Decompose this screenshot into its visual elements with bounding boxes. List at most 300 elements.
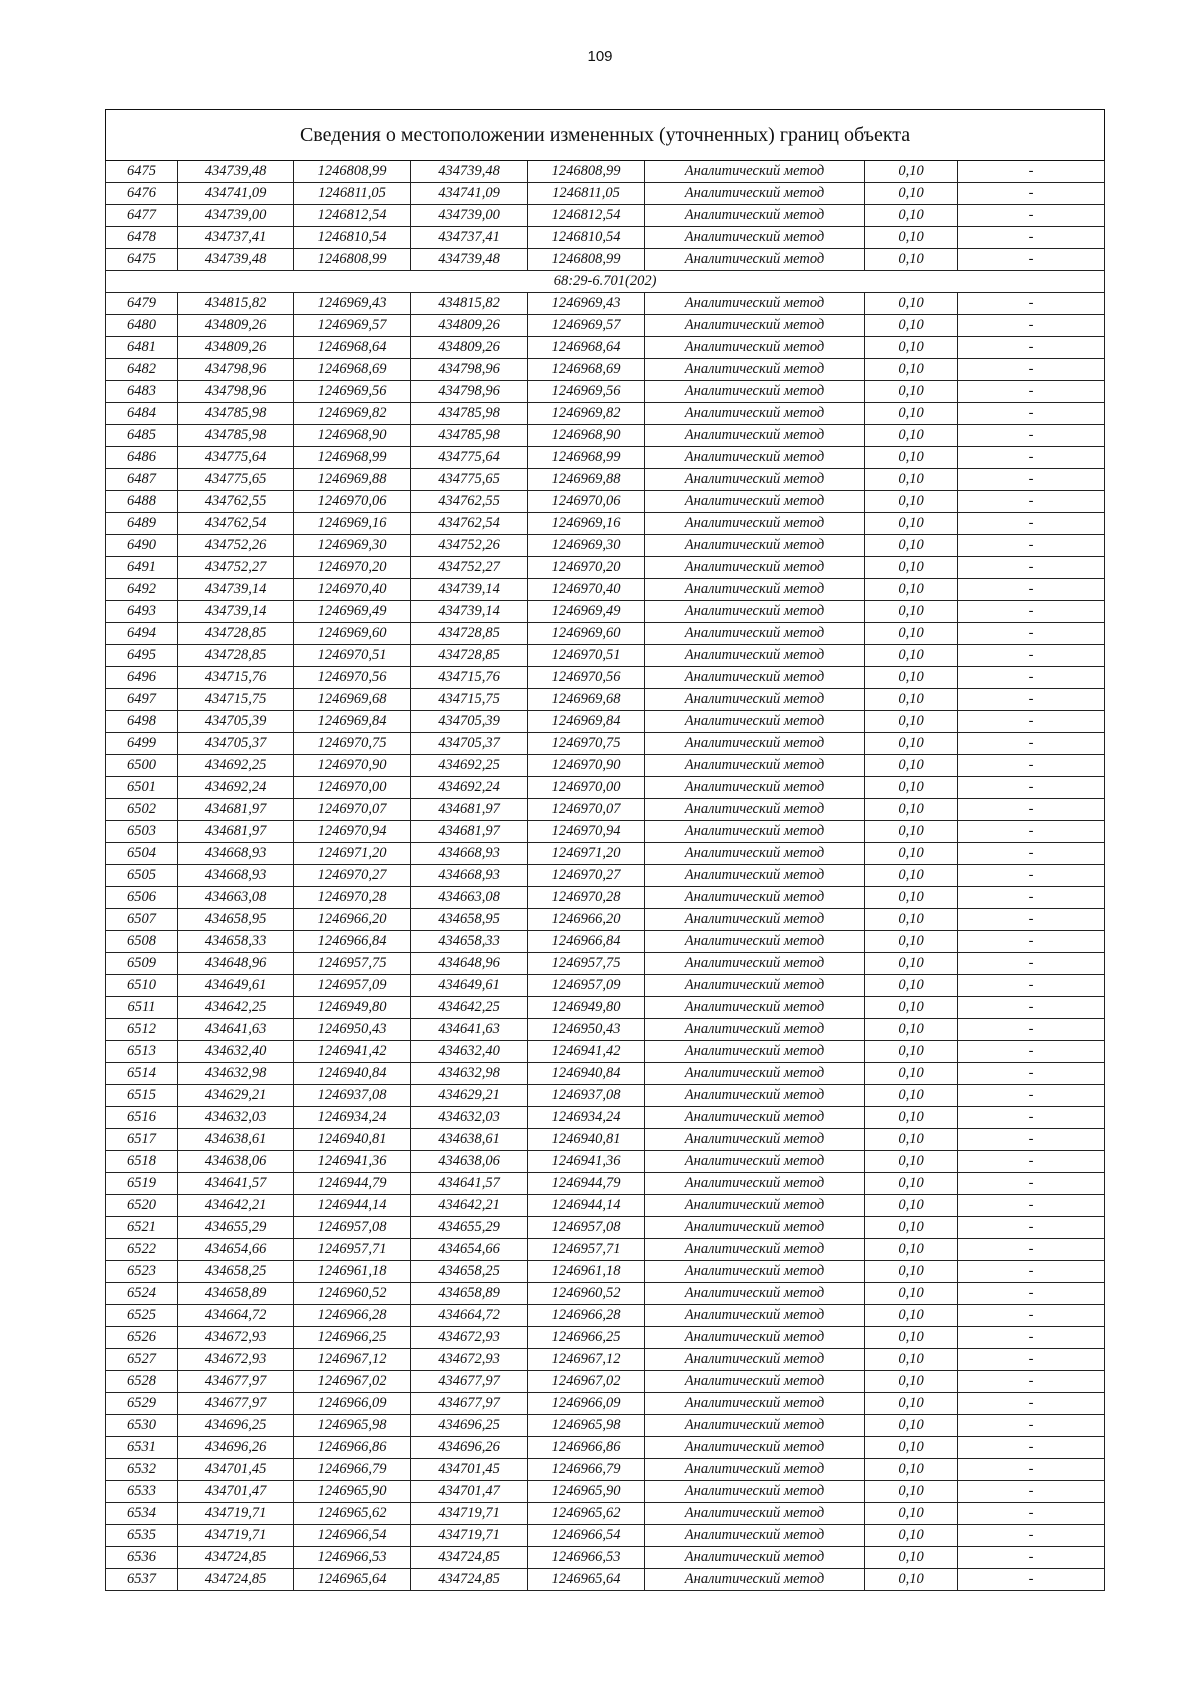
existing-y-cell: 1246944,79: [294, 1173, 411, 1195]
accuracy-cell: 0,10: [865, 1151, 958, 1173]
existing-x-cell: 434664,72: [178, 1305, 294, 1327]
accuracy-cell: 0,10: [865, 447, 958, 469]
table-row: [106, 1107, 1105, 1129]
accuracy-cell: 0,10: [865, 1415, 958, 1437]
new-y-cell: 1246941,36: [528, 1151, 645, 1173]
new-y-cell: 1246812,54: [528, 205, 645, 227]
new-x-cell: 434642,21: [411, 1195, 528, 1217]
description-cell: -: [958, 1327, 1105, 1349]
new-y-cell: 1246940,81: [528, 1129, 645, 1151]
new-y-cell: 1246966,25: [528, 1327, 645, 1349]
accuracy-cell: 0,10: [865, 1327, 958, 1349]
new-x-cell: 434815,82: [411, 293, 528, 315]
new-y-cell: 1246970,94: [528, 821, 645, 843]
accuracy-cell: 0,10: [865, 777, 958, 799]
point-number-cell: 6499: [106, 733, 178, 755]
accuracy-cell: 0,10: [865, 1569, 958, 1591]
new-y-cell: 1246971,20: [528, 843, 645, 865]
existing-y-cell: 1246968,90: [294, 425, 411, 447]
accuracy-cell: 0,10: [865, 1107, 958, 1129]
accuracy-cell: 0,10: [865, 161, 958, 183]
description-cell: -: [958, 1481, 1105, 1503]
existing-x-cell: 434632,98: [178, 1063, 294, 1085]
existing-x-cell: 434648,96: [178, 953, 294, 975]
point-number-cell: 6535: [106, 1525, 178, 1547]
point-number-cell: 6492: [106, 579, 178, 601]
existing-x-cell: 434775,65: [178, 469, 294, 491]
method-cell: Аналитический метод: [645, 733, 865, 755]
new-y-cell: 1246966,53: [528, 1547, 645, 1569]
table-row: [106, 887, 1105, 909]
method-cell: Аналитический метод: [645, 1393, 865, 1415]
existing-x-cell: 434677,97: [178, 1393, 294, 1415]
table-row: [106, 1547, 1105, 1569]
table-row: [106, 909, 1105, 931]
point-number-cell: 6494: [106, 623, 178, 645]
accuracy-cell: 0,10: [865, 557, 958, 579]
section-label: 68:29-6.701(202): [106, 271, 1105, 293]
accuracy-cell: 0,10: [865, 1503, 958, 1525]
existing-y-cell: 1246968,64: [294, 337, 411, 359]
new-x-cell: 434724,85: [411, 1569, 528, 1591]
table-row: [106, 711, 1105, 733]
description-cell: -: [958, 403, 1105, 425]
description-cell: -: [958, 1503, 1105, 1525]
new-x-cell: 434705,37: [411, 733, 528, 755]
table-row: [106, 689, 1105, 711]
section-row: [106, 271, 1105, 293]
existing-x-cell: 434692,24: [178, 777, 294, 799]
new-x-cell: 434677,97: [411, 1393, 528, 1415]
existing-x-cell: 434719,71: [178, 1525, 294, 1547]
method-cell: Аналитический метод: [645, 623, 865, 645]
accuracy-cell: 0,10: [865, 711, 958, 733]
table-row: [106, 1041, 1105, 1063]
table-row: [106, 1415, 1105, 1437]
description-cell: -: [958, 359, 1105, 381]
existing-y-cell: 1246966,25: [294, 1327, 411, 1349]
point-number-cell: 6509: [106, 953, 178, 975]
new-x-cell: 434752,26: [411, 535, 528, 557]
point-number-cell: 6532: [106, 1459, 178, 1481]
method-cell: Аналитический метод: [645, 1327, 865, 1349]
existing-y-cell: 1246970,06: [294, 491, 411, 513]
point-number-cell: 6487: [106, 469, 178, 491]
existing-x-cell: 434642,21: [178, 1195, 294, 1217]
table-row: [106, 1569, 1105, 1591]
new-y-cell: 1246970,27: [528, 865, 645, 887]
existing-y-cell: 1246969,88: [294, 469, 411, 491]
existing-x-cell: 434638,06: [178, 1151, 294, 1173]
description-cell: -: [958, 953, 1105, 975]
accuracy-cell: 0,10: [865, 403, 958, 425]
method-cell: Аналитический метод: [645, 1525, 865, 1547]
new-x-cell: 434668,93: [411, 843, 528, 865]
point-number-cell: 6506: [106, 887, 178, 909]
new-x-cell: 434705,39: [411, 711, 528, 733]
new-y-cell: 1246965,90: [528, 1481, 645, 1503]
description-cell: -: [958, 1305, 1105, 1327]
point-number-cell: 6518: [106, 1151, 178, 1173]
table-row: [106, 1019, 1105, 1041]
accuracy-cell: 0,10: [865, 315, 958, 337]
description-cell: -: [958, 1195, 1105, 1217]
description-cell: -: [958, 821, 1105, 843]
existing-x-cell: 434677,97: [178, 1371, 294, 1393]
description-cell: -: [958, 1063, 1105, 1085]
new-y-cell: 1246970,28: [528, 887, 645, 909]
new-x-cell: 434696,25: [411, 1415, 528, 1437]
new-x-cell: 434655,29: [411, 1217, 528, 1239]
method-cell: Аналитический метод: [645, 205, 865, 227]
accuracy-cell: 0,10: [865, 1261, 958, 1283]
point-number-cell: 6488: [106, 491, 178, 513]
table-row: [106, 1085, 1105, 1107]
accuracy-cell: 0,10: [865, 821, 958, 843]
method-cell: Аналитический метод: [645, 1195, 865, 1217]
method-cell: Аналитический метод: [645, 1437, 865, 1459]
new-y-cell: 1246970,75: [528, 733, 645, 755]
existing-x-cell: 434696,25: [178, 1415, 294, 1437]
method-cell: Аналитический метод: [645, 601, 865, 623]
table-row: [106, 293, 1105, 315]
table-row: [106, 755, 1105, 777]
new-y-cell: 1246940,84: [528, 1063, 645, 1085]
table-row: [106, 205, 1105, 227]
existing-x-cell: 434719,71: [178, 1503, 294, 1525]
accuracy-cell: 0,10: [865, 205, 958, 227]
new-x-cell: 434681,97: [411, 799, 528, 821]
method-cell: Аналитический метод: [645, 557, 865, 579]
new-x-cell: 434715,75: [411, 689, 528, 711]
existing-y-cell: 1246969,84: [294, 711, 411, 733]
description-cell: -: [958, 645, 1105, 667]
new-x-cell: 434677,97: [411, 1371, 528, 1393]
existing-y-cell: 1246970,28: [294, 887, 411, 909]
existing-x-cell: 434632,40: [178, 1041, 294, 1063]
new-y-cell: 1246969,68: [528, 689, 645, 711]
new-y-cell: 1246969,56: [528, 381, 645, 403]
table-row: [106, 425, 1105, 447]
existing-y-cell: 1246970,27: [294, 865, 411, 887]
table-title: Сведения о местоположении измененных (уточненных) границ объекта: [106, 110, 1105, 161]
point-number-cell: 6520: [106, 1195, 178, 1217]
new-y-cell: 1246960,52: [528, 1283, 645, 1305]
point-number-cell: 6525: [106, 1305, 178, 1327]
table-row: [106, 579, 1105, 601]
new-y-cell: 1246966,84: [528, 931, 645, 953]
table-row: [106, 359, 1105, 381]
new-x-cell: 434715,76: [411, 667, 528, 689]
table-row: [106, 337, 1105, 359]
new-x-cell: 434775,65: [411, 469, 528, 491]
point-number-cell: 6512: [106, 1019, 178, 1041]
accuracy-cell: 0,10: [865, 535, 958, 557]
point-number-cell: 6481: [106, 337, 178, 359]
existing-x-cell: 434701,45: [178, 1459, 294, 1481]
description-cell: -: [958, 1569, 1105, 1591]
new-x-cell: 434739,48: [411, 249, 528, 271]
existing-y-cell: 1246965,98: [294, 1415, 411, 1437]
description-cell: -: [958, 1371, 1105, 1393]
existing-y-cell: 1246811,05: [294, 183, 411, 205]
accuracy-cell: 0,10: [865, 689, 958, 711]
existing-x-cell: 434681,97: [178, 821, 294, 843]
method-cell: Аналитический метод: [645, 755, 865, 777]
method-cell: Аналитический метод: [645, 975, 865, 997]
new-x-cell: 434728,85: [411, 623, 528, 645]
table-row: [106, 601, 1105, 623]
table-row: [106, 733, 1105, 755]
point-number-cell: 6478: [106, 227, 178, 249]
accuracy-cell: 0,10: [865, 865, 958, 887]
table-row: [106, 1503, 1105, 1525]
description-cell: -: [958, 315, 1105, 337]
method-cell: Аналитический метод: [645, 535, 865, 557]
new-x-cell: 434728,85: [411, 645, 528, 667]
point-number-cell: 6507: [106, 909, 178, 931]
point-number-cell: 6490: [106, 535, 178, 557]
existing-y-cell: 1246960,52: [294, 1283, 411, 1305]
new-x-cell: 434739,48: [411, 161, 528, 183]
new-x-cell: 434719,71: [411, 1525, 528, 1547]
accuracy-cell: 0,10: [865, 293, 958, 315]
method-cell: Аналитический метод: [645, 403, 865, 425]
accuracy-cell: 0,10: [865, 513, 958, 535]
table-row: [106, 535, 1105, 557]
table-row: [106, 183, 1105, 205]
method-cell: Аналитический метод: [645, 1217, 865, 1239]
method-cell: Аналитический метод: [645, 909, 865, 931]
new-y-cell: 1246808,99: [528, 161, 645, 183]
new-x-cell: 434681,97: [411, 821, 528, 843]
new-x-cell: 434785,98: [411, 403, 528, 425]
accuracy-cell: 0,10: [865, 799, 958, 821]
point-number-cell: 6522: [106, 1239, 178, 1261]
title-row: [106, 110, 1105, 161]
new-x-cell: 434809,26: [411, 315, 528, 337]
new-y-cell: 1246969,82: [528, 403, 645, 425]
table-row: [106, 931, 1105, 953]
existing-y-cell: 1246934,24: [294, 1107, 411, 1129]
existing-x-cell: 434638,61: [178, 1129, 294, 1151]
existing-y-cell: 1246966,20: [294, 909, 411, 931]
existing-y-cell: 1246957,71: [294, 1239, 411, 1261]
point-number-cell: 6493: [106, 601, 178, 623]
point-number-cell: 6498: [106, 711, 178, 733]
new-y-cell: 1246969,60: [528, 623, 645, 645]
existing-x-cell: 434739,14: [178, 601, 294, 623]
existing-x-cell: 434705,37: [178, 733, 294, 755]
table-row: [106, 381, 1105, 403]
description-cell: -: [958, 161, 1105, 183]
description-cell: -: [958, 469, 1105, 491]
table-row: [106, 1063, 1105, 1085]
new-x-cell: 434629,21: [411, 1085, 528, 1107]
new-y-cell: 1246966,28: [528, 1305, 645, 1327]
existing-x-cell: 434649,61: [178, 975, 294, 997]
existing-x-cell: 434658,89: [178, 1283, 294, 1305]
existing-y-cell: 1246968,99: [294, 447, 411, 469]
accuracy-cell: 0,10: [865, 1393, 958, 1415]
accuracy-cell: 0,10: [865, 227, 958, 249]
new-y-cell: 1246965,98: [528, 1415, 645, 1437]
new-x-cell: 434658,25: [411, 1261, 528, 1283]
point-number-cell: 6531: [106, 1437, 178, 1459]
description-cell: -: [958, 689, 1105, 711]
existing-y-cell: 1246969,82: [294, 403, 411, 425]
method-cell: Аналитический метод: [645, 293, 865, 315]
existing-y-cell: 1246968,69: [294, 359, 411, 381]
point-number-cell: 6479: [106, 293, 178, 315]
method-cell: Аналитический метод: [645, 1041, 865, 1063]
method-cell: Аналитический метод: [645, 315, 865, 337]
description-cell: -: [958, 513, 1105, 535]
new-x-cell: 434701,47: [411, 1481, 528, 1503]
new-x-cell: 434724,85: [411, 1547, 528, 1569]
new-x-cell: 434785,98: [411, 425, 528, 447]
method-cell: Аналитический метод: [645, 1481, 865, 1503]
existing-x-cell: 434658,25: [178, 1261, 294, 1283]
existing-y-cell: 1246961,18: [294, 1261, 411, 1283]
description-cell: -: [958, 799, 1105, 821]
accuracy-cell: 0,10: [865, 975, 958, 997]
point-number-cell: 6528: [106, 1371, 178, 1393]
point-number-cell: 6484: [106, 403, 178, 425]
table-body: [106, 110, 1105, 1591]
accuracy-cell: 0,10: [865, 359, 958, 381]
method-cell: Аналитический метод: [645, 1415, 865, 1437]
accuracy-cell: 0,10: [865, 425, 958, 447]
point-number-cell: 6502: [106, 799, 178, 821]
existing-y-cell: 1246966,54: [294, 1525, 411, 1547]
existing-x-cell: 434655,29: [178, 1217, 294, 1239]
existing-y-cell: 1246969,16: [294, 513, 411, 535]
existing-y-cell: 1246971,20: [294, 843, 411, 865]
existing-x-cell: 434798,96: [178, 381, 294, 403]
accuracy-cell: 0,10: [865, 909, 958, 931]
table-row: [106, 469, 1105, 491]
existing-y-cell: 1246957,09: [294, 975, 411, 997]
accuracy-cell: 0,10: [865, 1305, 958, 1327]
new-x-cell: 434632,40: [411, 1041, 528, 1063]
point-number-cell: 6475: [106, 161, 178, 183]
existing-y-cell: 1246966,53: [294, 1547, 411, 1569]
new-y-cell: 1246957,71: [528, 1239, 645, 1261]
new-y-cell: 1246957,75: [528, 953, 645, 975]
existing-x-cell: 434739,00: [178, 205, 294, 227]
existing-x-cell: 434752,27: [178, 557, 294, 579]
new-y-cell: 1246957,09: [528, 975, 645, 997]
accuracy-cell: 0,10: [865, 469, 958, 491]
new-y-cell: 1246969,43: [528, 293, 645, 315]
method-cell: Аналитический метод: [645, 711, 865, 733]
new-x-cell: 434632,98: [411, 1063, 528, 1085]
description-cell: -: [958, 755, 1105, 777]
new-x-cell: 434809,26: [411, 337, 528, 359]
existing-y-cell: 1246970,00: [294, 777, 411, 799]
accuracy-cell: 0,10: [865, 183, 958, 205]
existing-y-cell: 1246965,62: [294, 1503, 411, 1525]
table-row: [106, 513, 1105, 535]
new-y-cell: 1246969,49: [528, 601, 645, 623]
description-cell: -: [958, 887, 1105, 909]
existing-y-cell: 1246970,20: [294, 557, 411, 579]
new-x-cell: 434798,96: [411, 381, 528, 403]
table-row: [106, 1393, 1105, 1415]
accuracy-cell: 0,10: [865, 1349, 958, 1371]
table-row: [106, 953, 1105, 975]
table-row: [106, 227, 1105, 249]
table-row: [106, 865, 1105, 887]
existing-x-cell: 434715,75: [178, 689, 294, 711]
new-x-cell: 434641,63: [411, 1019, 528, 1041]
new-x-cell: 434658,95: [411, 909, 528, 931]
new-x-cell: 434741,09: [411, 183, 528, 205]
existing-x-cell: 434658,33: [178, 931, 294, 953]
accuracy-cell: 0,10: [865, 1437, 958, 1459]
new-x-cell: 434719,71: [411, 1503, 528, 1525]
new-x-cell: 434739,14: [411, 579, 528, 601]
accuracy-cell: 0,10: [865, 1063, 958, 1085]
existing-x-cell: 434809,26: [178, 337, 294, 359]
method-cell: Аналитический метод: [645, 1503, 865, 1525]
method-cell: Аналитический метод: [645, 1349, 865, 1371]
method-cell: Аналитический метод: [645, 1261, 865, 1283]
table-row: [106, 623, 1105, 645]
point-number-cell: 6526: [106, 1327, 178, 1349]
description-cell: -: [958, 491, 1105, 513]
existing-x-cell: 434762,54: [178, 513, 294, 535]
accuracy-cell: 0,10: [865, 755, 958, 777]
existing-x-cell: 434798,96: [178, 359, 294, 381]
existing-y-cell: 1246808,99: [294, 161, 411, 183]
existing-x-cell: 434739,48: [178, 161, 294, 183]
description-cell: -: [958, 1239, 1105, 1261]
point-number-cell: 6523: [106, 1261, 178, 1283]
method-cell: Аналитический метод: [645, 447, 865, 469]
new-x-cell: 434739,14: [411, 601, 528, 623]
method-cell: Аналитический метод: [645, 513, 865, 535]
description-cell: -: [958, 909, 1105, 931]
new-y-cell: 1246970,40: [528, 579, 645, 601]
method-cell: Аналитический метод: [645, 491, 865, 513]
description-cell: -: [958, 337, 1105, 359]
new-y-cell: 1246969,84: [528, 711, 645, 733]
existing-y-cell: 1246941,36: [294, 1151, 411, 1173]
accuracy-cell: 0,10: [865, 1085, 958, 1107]
description-cell: -: [958, 1041, 1105, 1063]
point-number-cell: 6496: [106, 667, 178, 689]
method-cell: Аналитический метод: [645, 579, 865, 601]
new-x-cell: 434737,41: [411, 227, 528, 249]
existing-x-cell: 434668,93: [178, 865, 294, 887]
method-cell: Аналитический метод: [645, 1305, 865, 1327]
accuracy-cell: 0,10: [865, 1129, 958, 1151]
description-cell: -: [958, 1393, 1105, 1415]
description-cell: -: [958, 1525, 1105, 1547]
method-cell: Аналитический метод: [645, 799, 865, 821]
method-cell: Аналитический метод: [645, 161, 865, 183]
new-x-cell: 434638,61: [411, 1129, 528, 1151]
existing-x-cell: 434815,82: [178, 293, 294, 315]
new-x-cell: 434664,72: [411, 1305, 528, 1327]
existing-x-cell: 434632,03: [178, 1107, 294, 1129]
new-y-cell: 1246934,24: [528, 1107, 645, 1129]
accuracy-cell: 0,10: [865, 1459, 958, 1481]
description-cell: -: [958, 183, 1105, 205]
new-y-cell: 1246968,99: [528, 447, 645, 469]
